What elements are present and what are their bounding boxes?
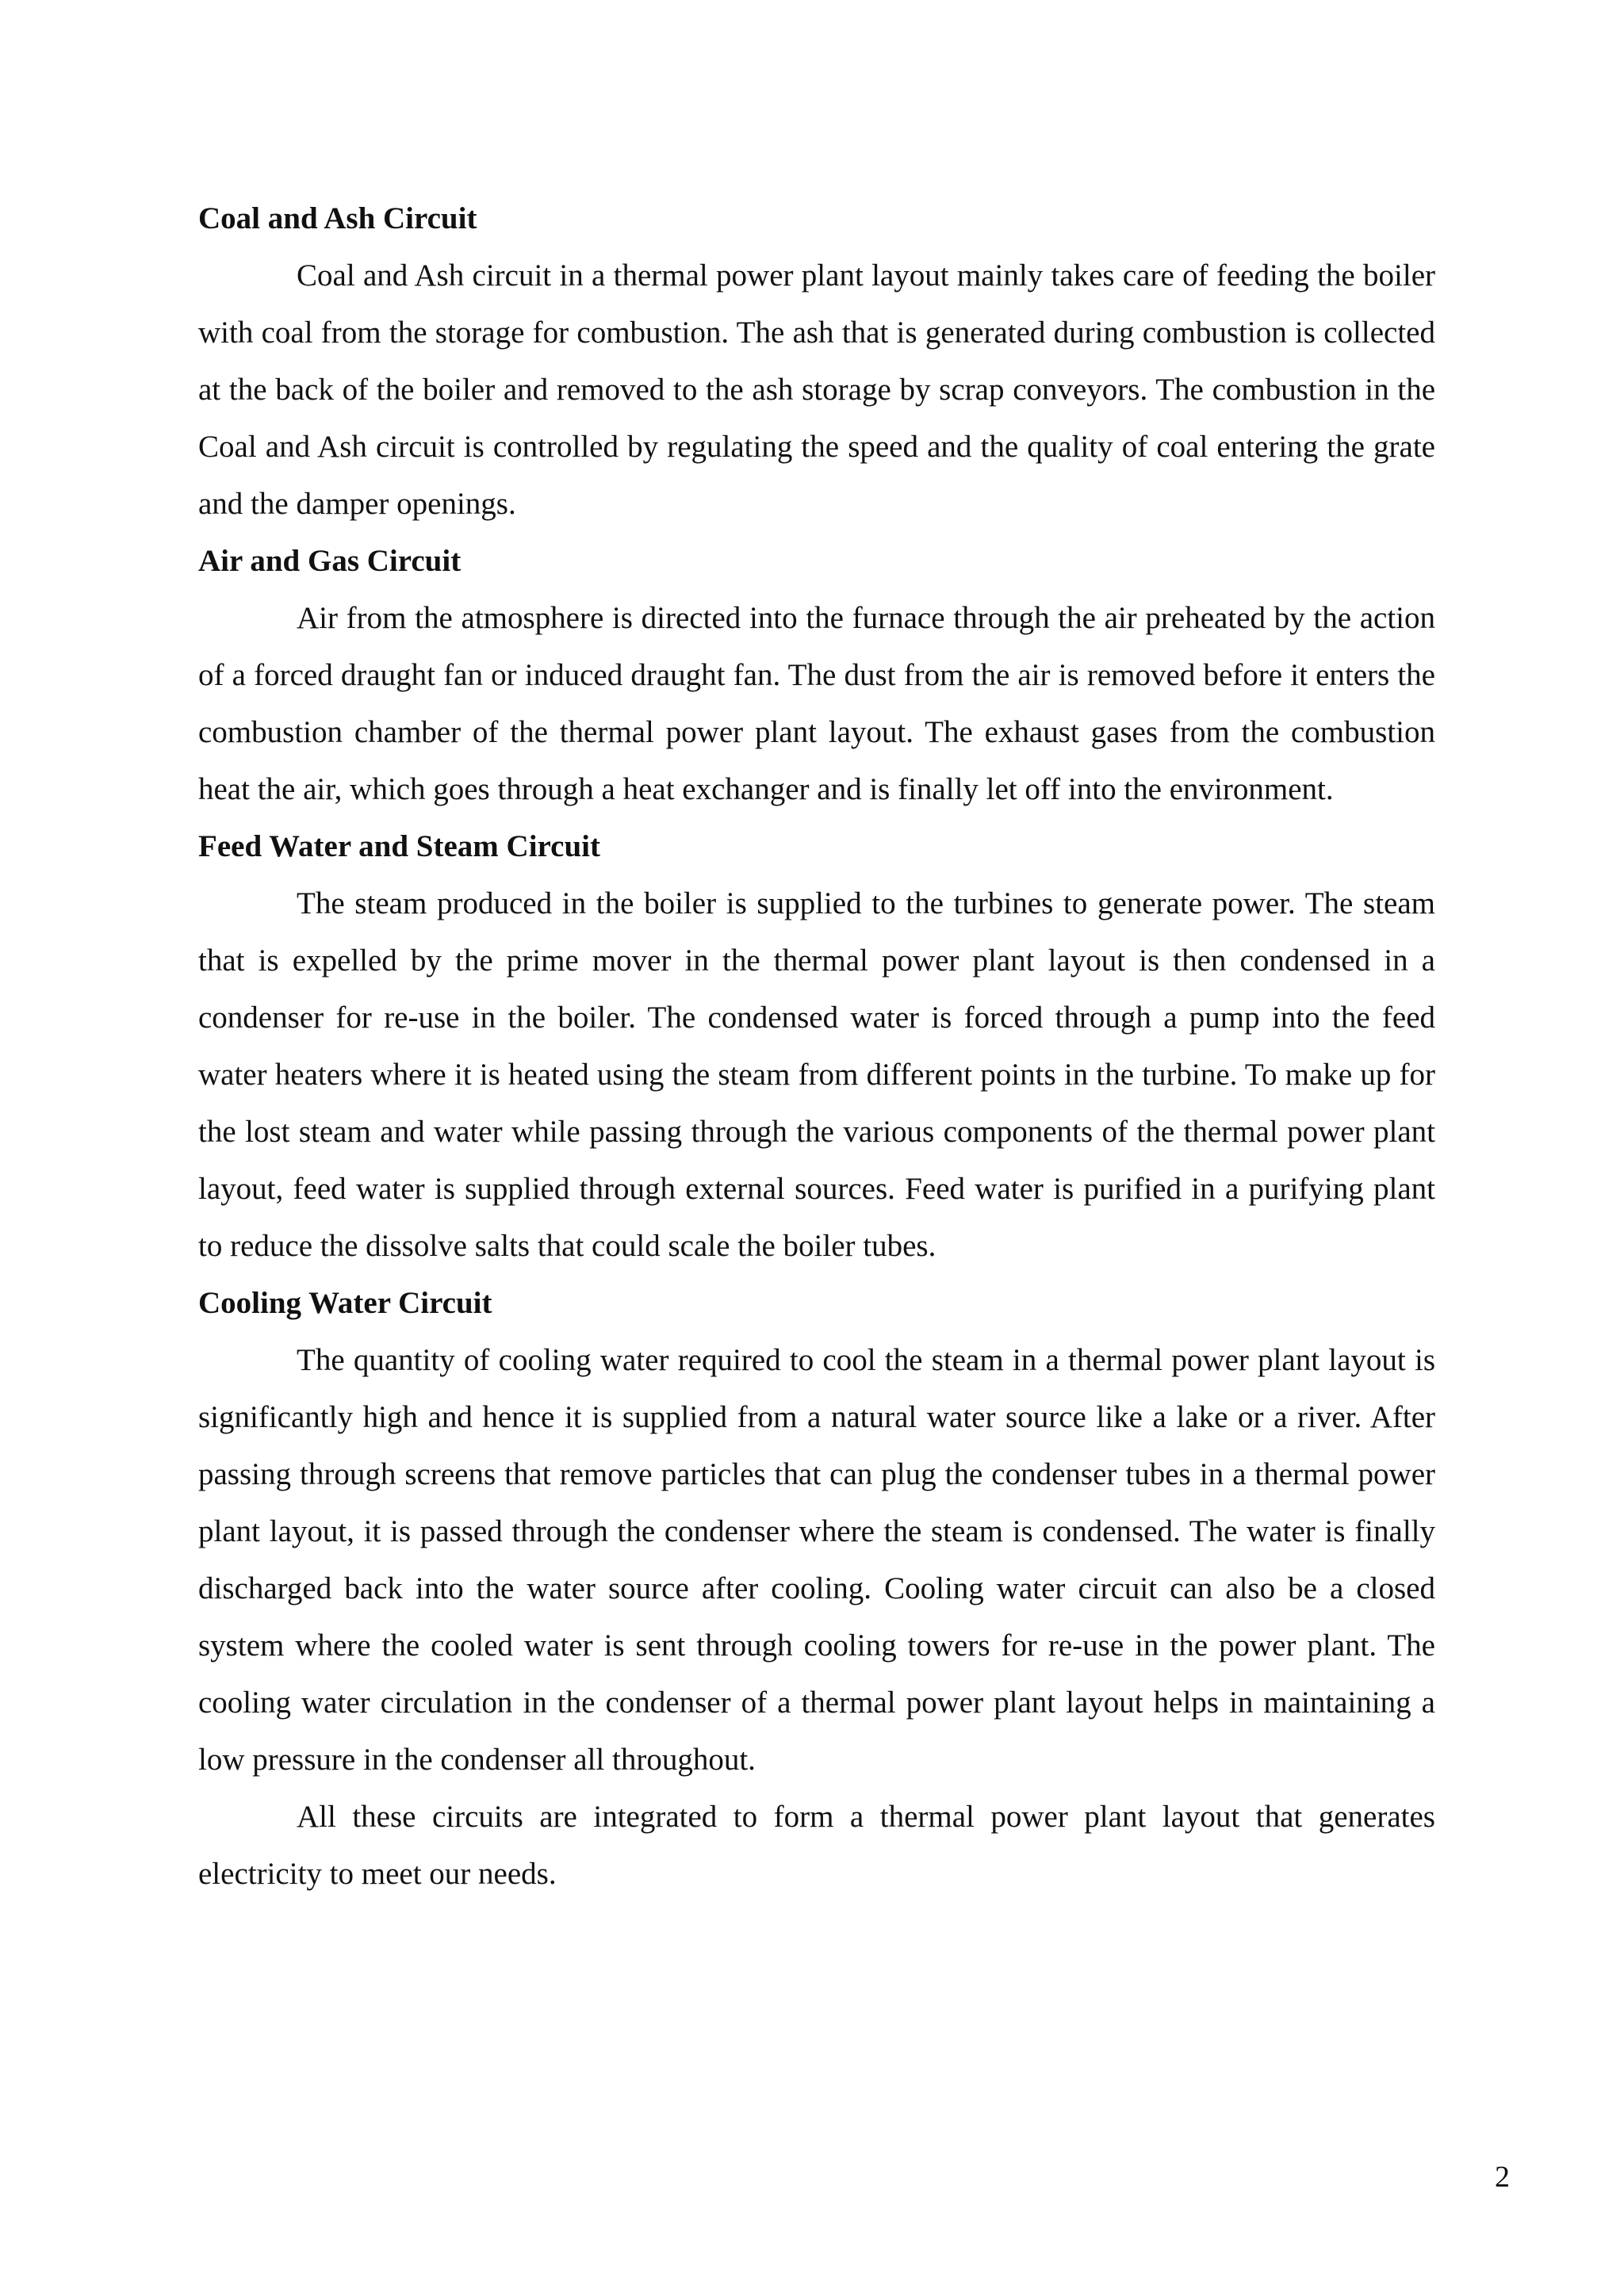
- section-air-and-gas: [198, 533, 1435, 818]
- section-heading: Cooling Water Circuit: [198, 1286, 492, 1320]
- document-page: [198, 190, 1435, 1903]
- section-heading: Feed Water and Steam Circuit: [198, 829, 600, 863]
- section-cooling-water: [198, 1275, 1435, 1789]
- closing-paragraph: All these circuits are integrated to form a thermal power plant layout that generates electricity to meet our needs.: [198, 1800, 1435, 1891]
- section-paragraph: Coal and Ash circuit in a thermal power plant layout mainly takes care of feeding the boiler with coal from the storage for combustion. The ash that is generated during combustion is collected at the back of the boiler and removed to the ash storage by scrap conveyors. The combustion in the Coal and Ash circuit is controlled by regulating the speed and the quality of coal entering the grate and the damper openings.: [198, 258, 1435, 521]
- section-heading: Coal and Ash Circuit: [198, 201, 477, 235]
- section-feed-water-and-steam: [198, 818, 1435, 1275]
- section-paragraph: Air from the atmosphere is directed into the furnace through the air preheated by the action of a forced draught fan or induced draught fan. The dust from the air is removed before it enters the combustion chamber of the thermal power plant layout. The exhaust gases from the combustion heat the air, which goes through a heat exchanger and is finally let off into the environment.: [198, 601, 1435, 806]
- section-paragraph: The steam produced in the boiler is supplied to the turbines to generate power. The steam that is expelled by the prime mover in the thermal power plant layout is then condensed in a condenser for re-use in the boiler. The condensed water is forced through a pump into the feed water heaters where it is heated using the steam from different points in the turbine. To make up for the lost steam and water while passing through the various components of the thermal power plant layout, feed water is supplied through external sources. Feed water is purified in a purifying plant to reduce the dissolve salts that could scale the boiler tubes.: [198, 886, 1435, 1263]
- section-heading: Air and Gas Circuit: [198, 544, 462, 578]
- section-coal-and-ash: [198, 190, 1435, 533]
- section-paragraph: The quantity of cooling water required to cool the steam in a thermal power plant layout is significantly high and hence it is supplied from a natural water source like a lake or a river. After passing through screens that remove particles that can plug the condenser tubes in a thermal power plant layout, it is passed through the condenser where the steam is condensed. The water is finally discharged back into the water source after cooling. Cooling water circuit can also be a closed system where the cooled water is sent through cooling towers for re-use in the power plant. The cooling water circulation in the condenser of a thermal power plant layout helps in maintaining a low pressure in the condenser all throughout.: [198, 1343, 1435, 1777]
- page-number: 2: [1495, 2160, 1510, 2194]
